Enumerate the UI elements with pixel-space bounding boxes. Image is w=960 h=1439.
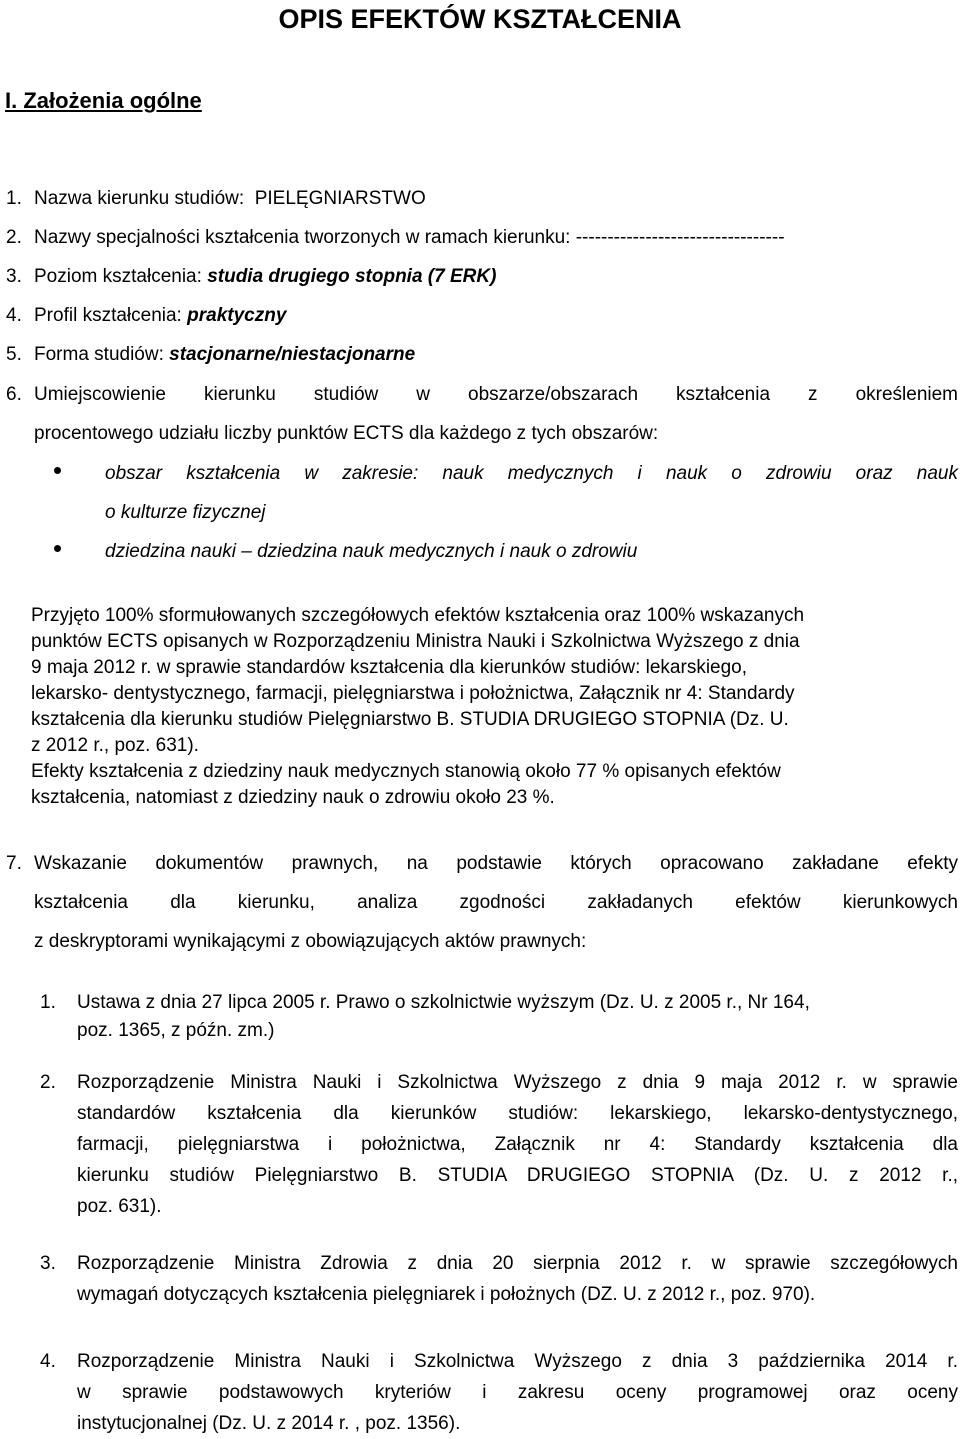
legal-act-number: 4. — [40, 1351, 56, 1372]
item-text-line: z deskryptorami wynikającymi z obowiązujących aktów prawnych: — [34, 931, 587, 952]
list-item — [6, 381, 958, 453]
item-value: --------------------------------- — [575, 227, 785, 248]
legal-act-item — [40, 989, 958, 1045]
legal-act-line: poz. 1365, z późn. zm.) — [77, 1020, 275, 1041]
bullet-icon — [54, 545, 61, 552]
legal-act-line: w sprawie podstawowych kryteriów i zakresu oceny programowej oraz oceny — [77, 1382, 958, 1403]
paragraph-line: lekarsko- dentystycznego, farmacji, pielęgniarstwa i położnictwa, Załącznik nr 4: Standardy — [31, 683, 795, 704]
item-number: 3. — [6, 266, 22, 287]
legal-act-line: Ustawa z dnia 27 lipca 2005 r. Prawo o szkolnictwie wyższym (Dz. U. z 2005 r., Nr 164, — [77, 992, 810, 1013]
legal-act-line: standardów kształcenia dla kierunków studiów: lekarskiego, lekarsko-dentystycznego, — [77, 1103, 958, 1124]
legal-act-line: farmacji, pielęgniarstwa i położnictwa, Załącznik nr 4: Standardy kształcenia dla — [77, 1134, 958, 1155]
item-text-line: Wskazanie dokumentów prawnych, na podstawie których opracowano zakładane efekty — [34, 853, 958, 874]
bullet-icon — [54, 467, 61, 474]
item-number: 6. — [6, 384, 22, 405]
legal-act-number: 1. — [40, 992, 56, 1013]
legal-act-line: Rozporządzenie Ministra Zdrowia z dnia 20 sierpnia 2012 r. w sprawie szczegółowych — [77, 1253, 958, 1274]
list-item — [6, 225, 958, 251]
list-item — [6, 844, 958, 961]
bullet-list — [48, 454, 958, 571]
item-value: studia drugiego stopnia (7 ERK) — [207, 266, 497, 287]
paragraph-line: kształcenia dla kierunku studiów Pielęgniarstwo B. STUDIA DRUGIEGO STOPNIA (Dz. U. — [31, 709, 789, 730]
legal-act-number: 3. — [40, 1253, 56, 1274]
paragraph-line: 9 maja 2012 r. w sprawie standardów kształcenia dla kierunków studiów: lekarskiego, — [31, 657, 748, 678]
section-heading: I. Założenia ogólne — [5, 88, 202, 113]
item-label: Nazwy specjalności kształcenia tworzonych w ramach kierunku: — [34, 227, 571, 248]
legal-act-line: instytucjonalnej (Dz. U. z 2014 r. , poz. 1356). — [77, 1413, 461, 1434]
list-item — [6, 342, 958, 368]
item-number: 4. — [6, 305, 22, 326]
document-title: OPIS EFEKTÓW KSZTAŁCENIA — [278, 4, 682, 34]
list-item — [6, 264, 958, 290]
legal-act-number: 2. — [40, 1072, 56, 1093]
bullet-text-line: dziedzina nauki – dziedzina nauk medycznych i nauk o zdrowiu — [105, 541, 638, 562]
bullet-text-line: obszar kształcenia w zakresie: nauk medycznych i nauk o zdrowiu oraz nauk — [105, 463, 958, 484]
item-number: 1. — [6, 188, 22, 209]
legal-act-line: Rozporządzenie Ministra Nauki i Szkolnictwa Wyższego z dnia 9 maja 2012 r. w sprawie — [77, 1072, 958, 1093]
bullet-item — [48, 454, 958, 532]
item-value: praktyczny — [187, 305, 287, 326]
paragraph-line: Przyjęto 100% sformułowanych szczegółowych efektów kształcenia oraz 100% wskazanych — [31, 605, 805, 626]
item-label: Profil kształcenia: — [34, 305, 182, 326]
item-label: Nazwa kierunku studiów: — [34, 188, 245, 209]
item-number: 5. — [6, 344, 22, 365]
item-label: Poziom kształcenia: — [34, 266, 202, 287]
paragraph — [31, 603, 960, 811]
legal-act-item — [40, 1346, 958, 1439]
legal-act-item — [40, 1067, 958, 1222]
paragraph-line: kształcenia, natomiast z dziedziny nauk o zdrowiu około 23 %. — [31, 787, 555, 808]
item-text-line: kształcenia dla kierunku, analiza zgodności zakładanych efektów kierunkowych — [34, 892, 958, 913]
item-number: 2. — [6, 227, 22, 248]
item-label: Forma studiów: — [34, 344, 164, 365]
legal-act-item — [40, 1248, 958, 1310]
item-number: 7. — [6, 853, 22, 874]
item-value: stacjonarne/niestacjonarne — [169, 344, 416, 365]
list-item — [6, 303, 958, 329]
paragraph-line: punktów ECTS opisanych w Rozporządzeniu Ministra Nauki i Szkolnictwa Wyższego z dnia — [31, 631, 800, 652]
paragraph-line: Efekty kształcenia z dziedziny nauk medycznych stanowią około 77 % opisanych efektów — [31, 761, 781, 782]
item-text-line: procentowego udziału liczby punktów ECTS dla każdego z tych obszarów: — [34, 423, 659, 444]
bullet-text-line: o kulturze fizycznej — [105, 502, 266, 523]
legal-act-line: Rozporządzenie Ministra Nauki i Szkolnictwa Wyższego z dnia 3 października 2014 r. — [77, 1351, 958, 1372]
legal-act-line: wymagań dotyczących kształcenia pielęgniarek i położnych (DZ. U. z 2012 r., poz. 970). — [77, 1284, 816, 1305]
legal-act-line: kierunku studiów Pielęgniarstwo B. STUDIA DRUGIEGO STOPNIA (Dz. U. z 2012 r., — [77, 1165, 958, 1186]
list-item — [6, 186, 958, 212]
legal-act-line: poz. 631). — [77, 1196, 162, 1217]
item-text-line: Umiejscowienie kierunku studiów w obszarze/obszarach kształcenia z określeniem — [34, 384, 958, 405]
item-value: PIELĘGNIARSTWO — [254, 188, 426, 209]
bullet-item — [48, 532, 958, 571]
paragraph-line: z 2012 r., poz. 631). — [31, 735, 199, 756]
